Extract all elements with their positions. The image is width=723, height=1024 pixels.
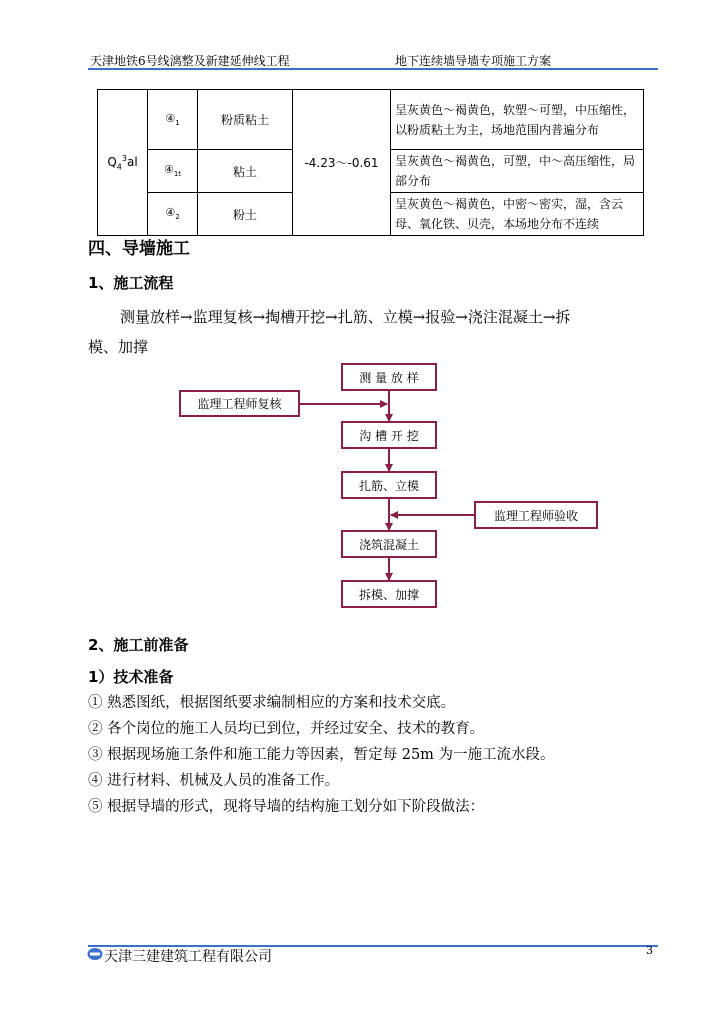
flow-text-line-2: 模、加撑 [88, 338, 149, 356]
flow-step-survey: 测 量 放 样 [341, 363, 437, 391]
soil-desc-cell: 呈灰黄色～褐黄色，可塑，中～高压缩性，局部分布 [391, 150, 644, 193]
soil-name-cell: 粉质粘土 [198, 90, 293, 150]
footer-company: 天津三建建筑工程有限公司 [104, 949, 272, 965]
soil-desc-cell: 呈灰黄色～褐黄色，中密～密实，湿，含云母、氧化铁、贝壳，本场地分布不连续 [391, 193, 644, 236]
flow-text-line-1: 测量放样→监理复核→掏槽开挖→扎筋、立模→报验→浇注混凝土→拆 [120, 308, 571, 326]
subsection-tech-prep-title: 1）技术准备 [88, 668, 174, 686]
list-item: ② 各个岗位的施工人员均已到位，并经过安全、技术的教育。 [88, 721, 485, 737]
layer-code-cell: $Q_4^3al$ [98, 90, 148, 236]
company-logo-icon [87, 946, 103, 962]
layer-mark-cell: $④_1$ [148, 90, 198, 150]
flow-step-strip-brace: 拆模、加撑 [341, 580, 437, 608]
soil-desc-cell: 呈灰黄色～褐黄色，软塑～可塑，中压缩性，以粉质粘土为主，场地范围内普遍分布 [391, 90, 644, 150]
list-item: ③ 根据现场施工条件和施工能力等因素，暂定每 25m 为一施工流水段。 [88, 747, 555, 763]
soil-name-cell: 粘土 [198, 150, 293, 193]
layer-mark-cell: $④_2$ [148, 193, 198, 236]
section-title: 四、导墙施工 [88, 239, 190, 259]
list-item: ④ 进行材料、机械及人员的准备工作。 [88, 773, 340, 789]
subsection-process-title: 1、施工流程 [88, 274, 174, 292]
flow-step-rebar-formwork: 扎筋、立模 [341, 471, 437, 499]
list-item: ① 熟悉图纸，根据图纸要求编制相应的方案和技术交底。 [88, 695, 456, 711]
list-item: ⑤ 根据导墙的形式，现将导墙的结构施工划分如下阶段做法： [88, 799, 485, 815]
flow-step-trench: 沟 槽 开 挖 [341, 421, 437, 449]
flow-step-pour-concrete: 浇筑混凝土 [341, 530, 437, 558]
layer-mark-cell: $④_{1t}$ [148, 150, 198, 193]
elevation-cell: -4.23～-0.61 [293, 90, 391, 236]
soil-name-cell: 粉土 [198, 193, 293, 236]
header-project-title: 天津地铁6号线漓整及新建延伸线工程 [90, 54, 290, 68]
flow-side-supervisor-acceptance: 监理工程师验收 [474, 501, 598, 529]
header-document-title: 地下连续墙导墙专项施工方案 [395, 54, 552, 68]
page-number: 3 [646, 944, 653, 957]
subsection-prep-title: 2、施工前准备 [88, 636, 189, 654]
flow-side-supervisor-review: 监理工程师复核 [179, 390, 300, 417]
